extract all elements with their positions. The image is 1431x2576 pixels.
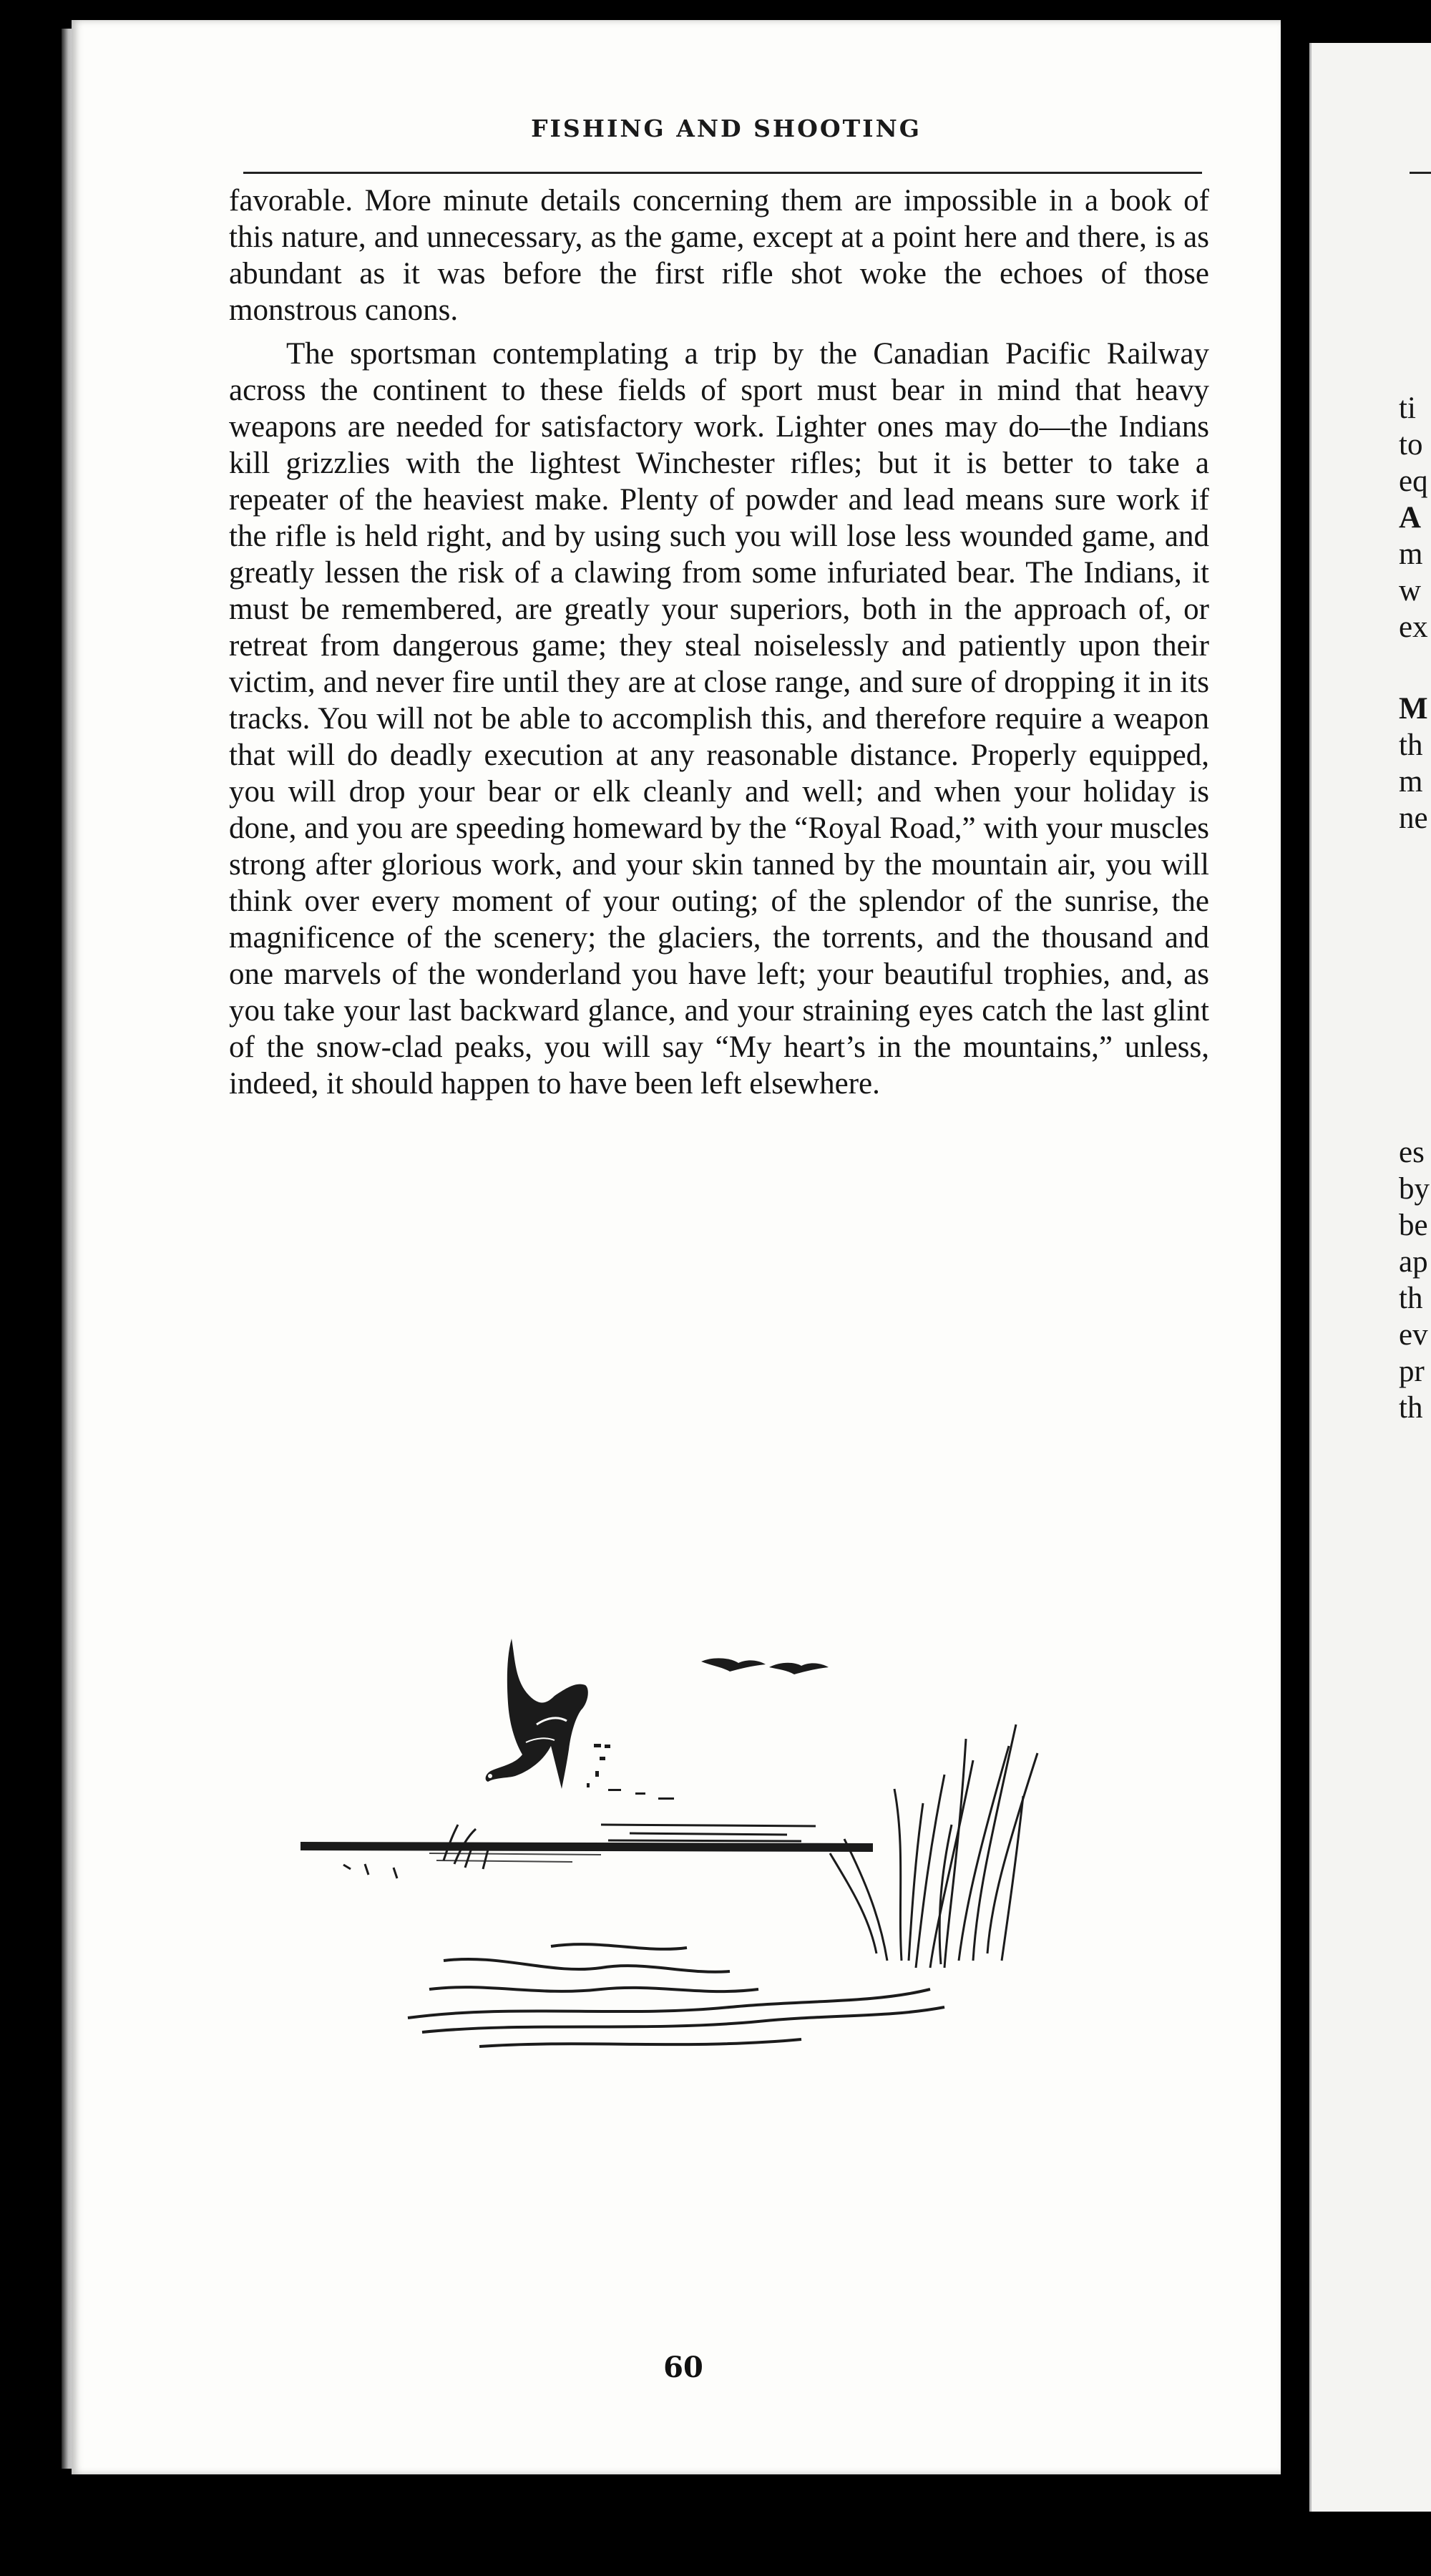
facing-line: by [1399, 1172, 1430, 1206]
facing-line: be [1399, 1209, 1428, 1242]
facing-line: ne [1399, 801, 1428, 835]
facing-line: es [1399, 1136, 1425, 1169]
flying-duck-icon [486, 1639, 588, 1789]
facing-line: ti [1399, 391, 1416, 425]
facing-line: th [1399, 1282, 1423, 1315]
duck-marsh-illustration [301, 1617, 1088, 2089]
facing-line: to [1399, 428, 1423, 462]
near-reeds [343, 1825, 488, 1878]
paragraph-1: favorable. More minute details concerning them are impossible in a book of this nature, and unnecessary, as the game, except at a point here and there, is as abundant as it was before the first rifle shot woke the echoes of those monstrous canons. [229, 184, 1209, 327]
facing-text-block-2 [1399, 691, 1431, 836]
facing-line: pr [1399, 1355, 1425, 1388]
running-header: FISHING AND SHOOTING [531, 114, 922, 142]
facing-line: eq [1399, 464, 1428, 498]
foreground-grass [408, 1944, 944, 2046]
facing-line: th [1399, 1391, 1423, 1425]
facing-header-rule [1410, 172, 1431, 174]
header-rule [243, 172, 1202, 174]
facing-line: M [1399, 692, 1428, 726]
paragraph-2: The sportsman contemplating a trip by the Canadian Pacific Railway across the continent to these fields of sport must bear in mind that heavy weapons are needed for satisfactory work. Lighter ones may do—the Indians kill grizzlies with the lightest Winchester rifles; but it is better to take a repeater of the heaviest make. Plenty of powder and lead means sure work if the rifle is held right, and by using such you will lose less wounded game, and greatly lessen the risk of a clawing from some infuriated bear. The Indians, it must be remembered, are greatly your superiors, both in the approach of, or retreat from dangerous game; they steal noiselessly and patiently upon their victim, and never fire until they are at close range, and sure of dropping it in its tracks. You will not be able to accomplish this, and therefore require a weapon that will do deadly execution at any reasonable distance. Properly equipped, you will drop your bear or elk cleanly and well; and when your holiday is done, and you are speeding homeward by the “Royal Road,” with your muscles strong after glorious work, and your skin tanned by the mountain air, you will think over every moment of your outing; of the splendor of the sunrise, the magnificence of the scenery; the glaciers, the torrents, and the thousand and one marvels of the wonderland you have left; your beautiful trophies, and, as you take your last backward glance, and your straining eyes catch the last glint of the snow-clad peaks, you will say “My heart’s in the mountains,” unless, indeed, it should happen to have been left elsewhere. [229, 337, 1209, 1101]
facing-line: ex [1399, 610, 1428, 644]
distant-birds-icon [701, 1658, 829, 1674]
body-text [229, 182, 1209, 1102]
page-number: 60 [663, 2351, 703, 2384]
facing-line: ap [1399, 1245, 1428, 1279]
facing-line: m [1399, 765, 1423, 799]
facing-text-block-1 [1399, 390, 1431, 645]
facing-line: th [1399, 728, 1423, 762]
facing-line: ev [1399, 1318, 1428, 1352]
facing-line: A [1399, 501, 1422, 535]
horizon-line [301, 1825, 873, 1862]
facing-text-block-3 [1399, 1134, 1431, 1426]
facing-line: w [1399, 574, 1422, 608]
facing-line: m [1399, 537, 1423, 571]
water-drops [587, 1744, 674, 1800]
